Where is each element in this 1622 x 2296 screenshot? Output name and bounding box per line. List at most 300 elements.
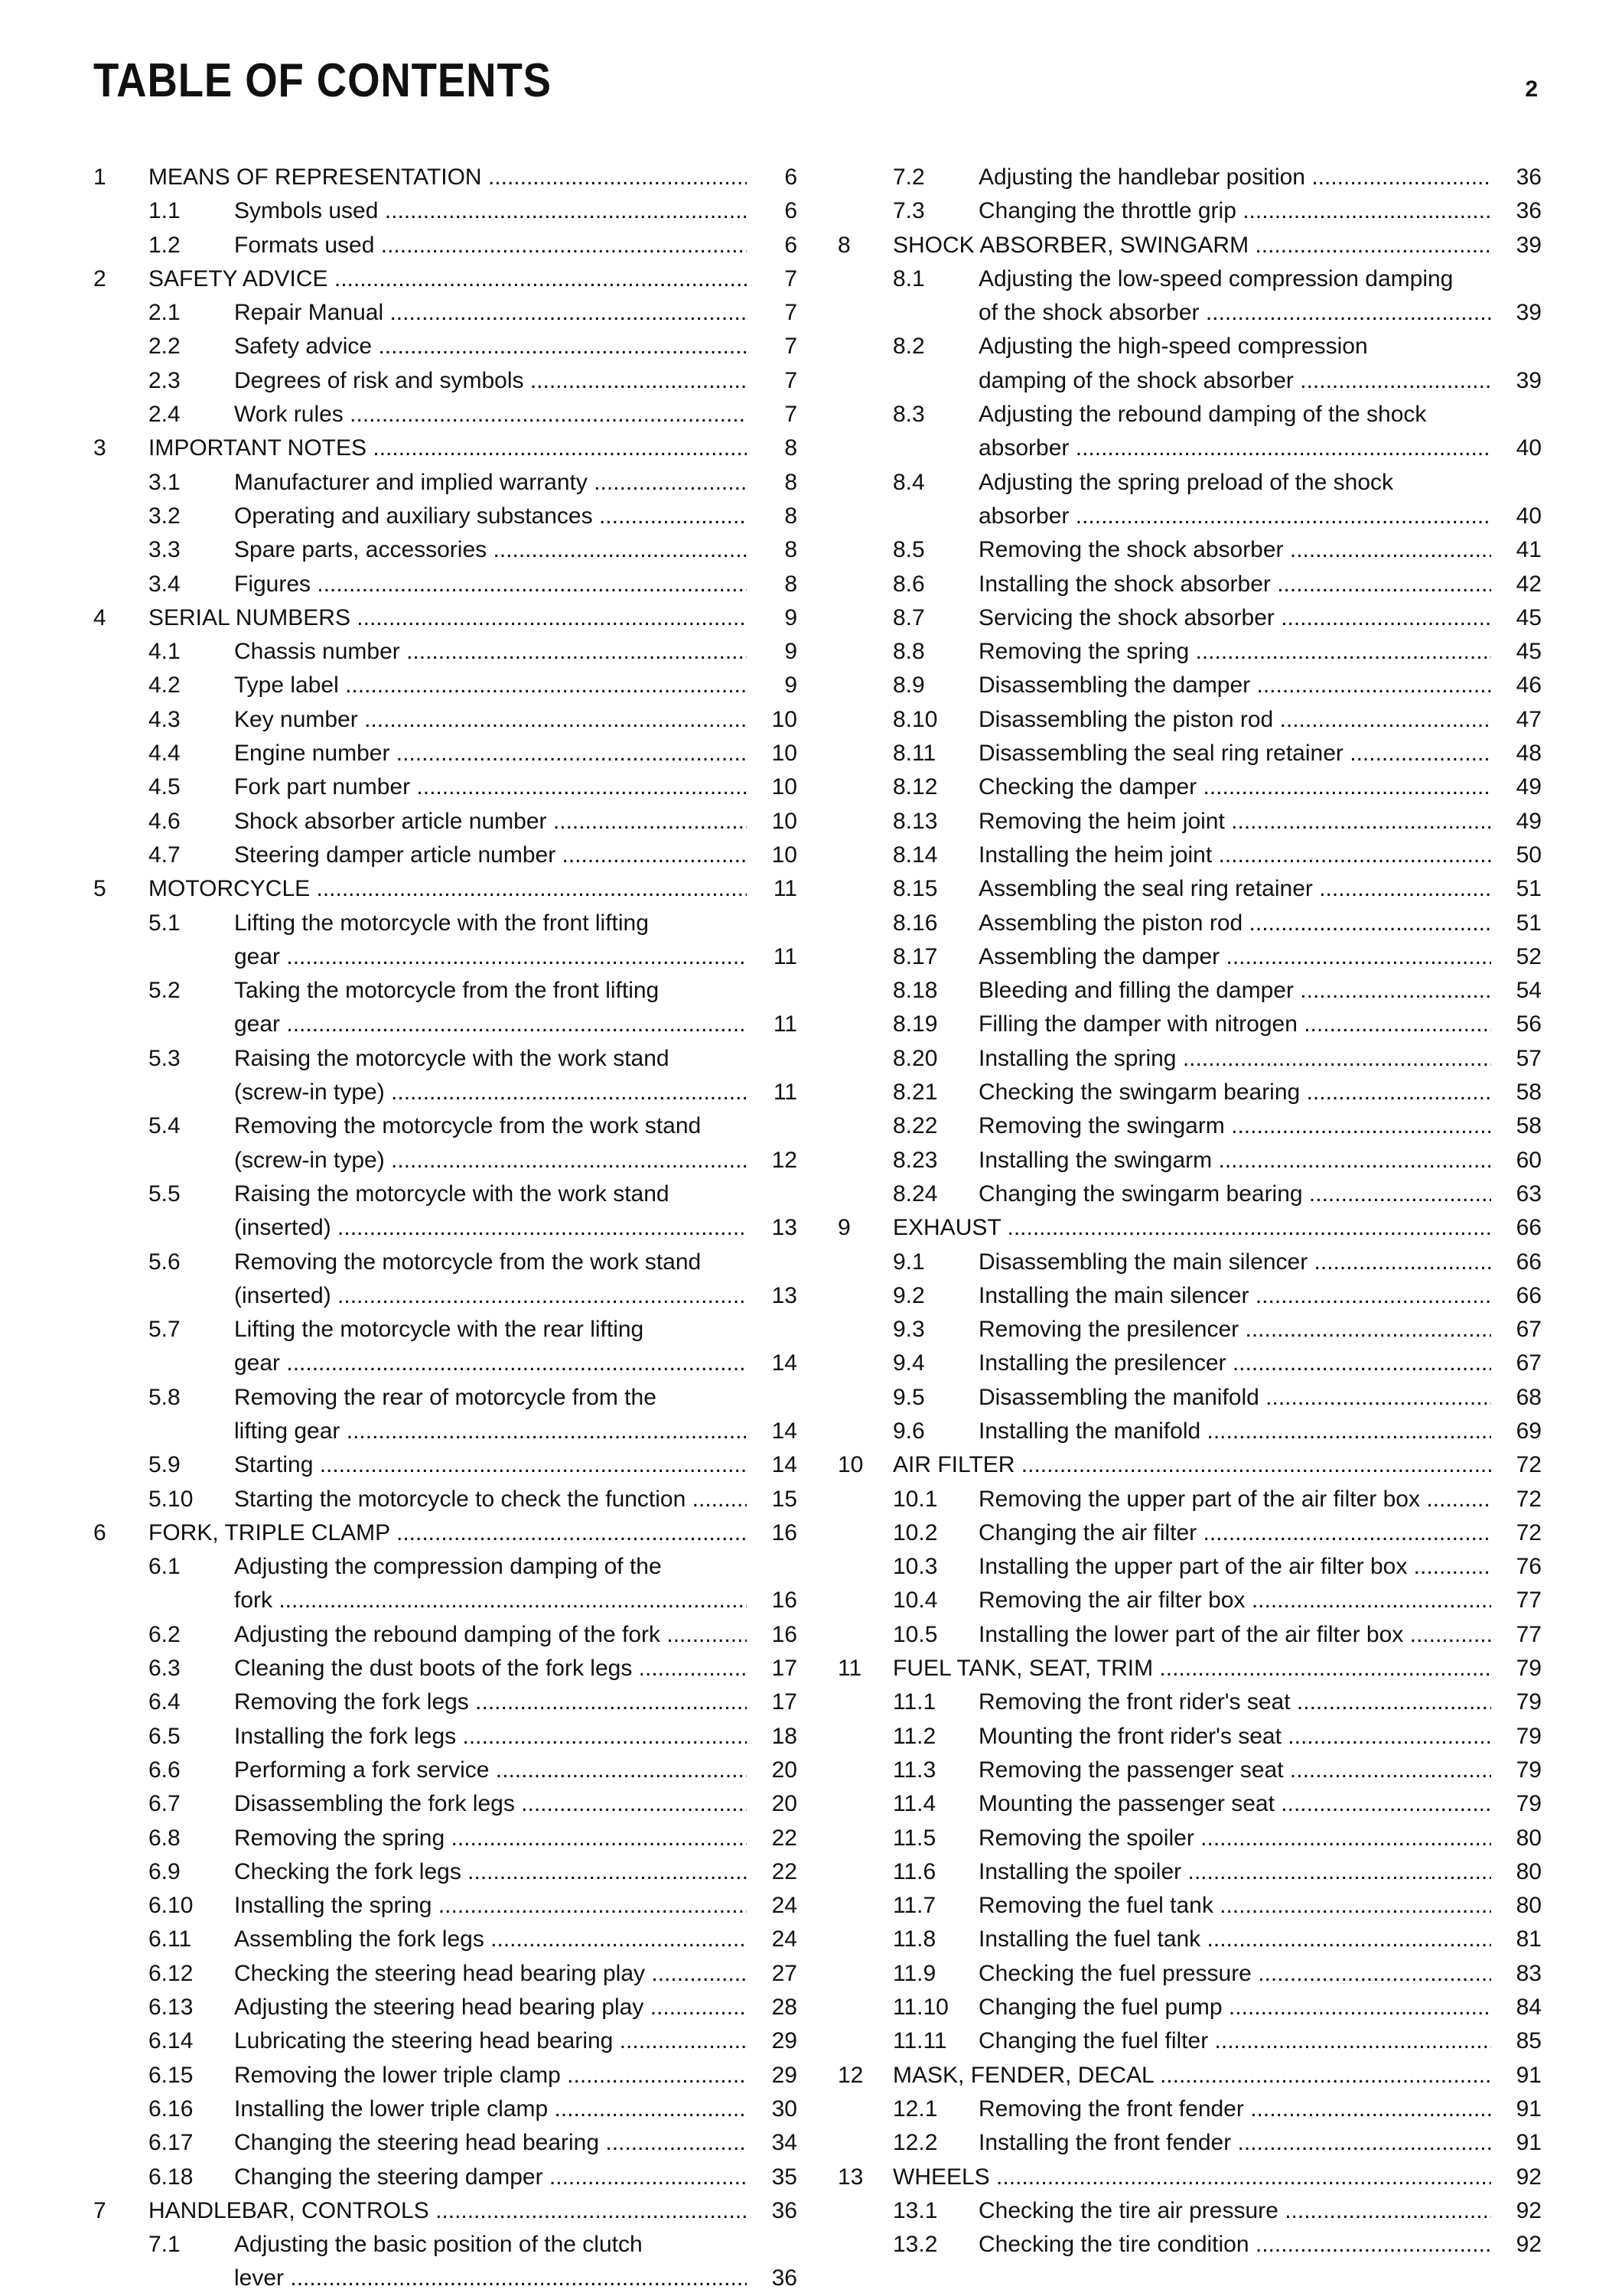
toc-subsection-entry[interactable] — [838, 907, 1542, 940]
toc-entry-number: 13.2 — [893, 2232, 938, 2258]
toc-entry-number: 4.3 — [148, 706, 181, 732]
toc-subsection-entry[interactable] — [838, 161, 1542, 194]
toc-left-column — [93, 161, 797, 2296]
toc-entry-page: 20 — [771, 1757, 797, 1783]
toc-entry-number: 5.9 — [148, 1452, 181, 1478]
toc-entry-page: 8 — [784, 537, 797, 563]
toc-subsection-entry[interactable] — [93, 2161, 797, 2194]
toc-subsection-entry[interactable] — [838, 1279, 1542, 1313]
toc-entry-title: Engine number ..... — [234, 737, 747, 770]
toc-subsection-entry[interactable] — [93, 703, 797, 737]
toc-entry-number: 8.4 — [893, 469, 925, 495]
toc-entry-number: 6.5 — [148, 1723, 181, 1749]
toc-entry-title: Removing the upper part of the air filter box ..... — [979, 1483, 1491, 1516]
toc-entry-number: 6.8 — [148, 1825, 181, 1851]
toc-subsection-entry[interactable] — [93, 2059, 797, 2092]
toc-subsection-entry[interactable] — [838, 1720, 1542, 1754]
toc-entry-page: 79 — [1516, 1689, 1542, 1715]
toc-entry-title: Spare parts, accessories ..... — [234, 533, 747, 567]
toc-entry-page: 85 — [1516, 2028, 1542, 2054]
toc-entry-number: 5.10 — [148, 1486, 194, 1512]
toc-subsection-entry[interactable] — [838, 601, 1542, 635]
toc-subsection-entry[interactable] — [93, 364, 797, 398]
toc-entry-title: Changing the steering damper ..... — [234, 2161, 747, 2194]
toc-subsection-entry[interactable] — [838, 568, 1542, 601]
toc-subsection-entry[interactable] — [93, 500, 797, 533]
toc-entry-title: Checking the tire condition ..... — [979, 2228, 1491, 2262]
toc-entry-page: 35 — [771, 2164, 797, 2190]
toc-entry-page: 6 — [784, 198, 797, 224]
toc-entry-number: 9 — [838, 1215, 851, 1241]
toc-entry-title: Lubricating the steering head bearing ..... — [234, 2024, 747, 2058]
toc-entry-page: 54 — [1516, 978, 1542, 1004]
toc-entry-number: 5.7 — [148, 1317, 181, 1343]
toc-entry-number: 4 — [93, 604, 106, 630]
toc-subsection-entry[interactable] — [93, 2126, 797, 2160]
toc-entry-page: 69 — [1516, 1418, 1542, 1444]
toc-entry-page: 17 — [771, 1656, 797, 1682]
page-number: 2 — [1525, 77, 1538, 102]
toc-entry-number: 11.8 — [893, 1926, 936, 1952]
toc-entry-number: 4.5 — [148, 774, 181, 800]
toc-entry-page: 52 — [1516, 943, 1542, 969]
toc-subsection-entry[interactable] — [838, 533, 1542, 567]
toc-entry-title: Operating and auxiliary substances ..... — [234, 500, 747, 533]
toc-entry-title: Servicing the shock absorber ..... — [979, 601, 1491, 635]
toc-subsection-entry[interactable] — [838, 466, 1542, 534]
toc-section-entry[interactable] — [93, 2194, 797, 2228]
toc-entry-title: Removing the motorcycle from the work stand (screw-in type) ..... — [234, 1109, 747, 1177]
toc-subsection-entry[interactable] — [838, 1991, 1542, 2024]
toc-subsection-entry[interactable] — [93, 1652, 797, 1685]
toc-entry-number: 2.4 — [148, 402, 181, 428]
toc-subsection-entry[interactable] — [93, 1889, 797, 1923]
toc-entry-number: 10 — [838, 1452, 864, 1478]
toc-entry-number: 13 — [838, 2164, 864, 2190]
toc-entry-number: 2 — [93, 265, 106, 291]
toc-entry-page: 66 — [1516, 1282, 1542, 1308]
toc-entry-page: 10 — [771, 741, 797, 767]
toc-subsection-entry[interactable] — [838, 1855, 1542, 1889]
toc-entry-number: 8.22 — [893, 1113, 938, 1139]
toc-entry-number: 11.9 — [893, 1960, 936, 1986]
toc-entry-title: Removing the front rider's seat ..... — [979, 1685, 1491, 1719]
toc-entry-page: 80 — [1516, 1858, 1542, 1884]
toc-entry-number: 5.2 — [148, 978, 181, 1004]
toc-subsection-entry[interactable] — [838, 2092, 1542, 2126]
toc-entry-title: Bleeding and filling the damper ..... — [979, 974, 1491, 1008]
toc-subsection-entry[interactable] — [93, 1448, 797, 1482]
toc-subsection-entry[interactable] — [93, 839, 797, 872]
toc-entry-number: 3 — [93, 435, 106, 461]
toc-entry-title: Installing the spring ..... — [979, 1042, 1491, 1076]
toc-subsection-entry[interactable] — [838, 1822, 1542, 1855]
toc-subsection-entry[interactable] — [838, 1144, 1542, 1177]
toc-entry-title: Adjusting the basic position of the clutch lever ..... — [234, 2228, 747, 2296]
toc-entry-title: SHOCK ABSORBER, SWINGARM ..... — [893, 229, 1491, 262]
toc-subsection-entry[interactable] — [93, 1246, 797, 1314]
toc-entry-title: Adjusting the high-speed compression damping of the shock absorber ..... — [979, 330, 1491, 398]
toc-subsection-entry[interactable] — [838, 1381, 1542, 1415]
toc-subsection-entry[interactable] — [838, 1042, 1542, 1076]
toc-entry-page: 91 — [1516, 2062, 1542, 2088]
toc-section-entry[interactable] — [838, 2059, 1542, 2092]
toc-entry-title: Changing the swingarm bearing ..... — [979, 1177, 1491, 1211]
toc-entry-page: 36 — [771, 2197, 797, 2223]
toc-entry-title: Formats used ..... — [234, 229, 747, 262]
toc-subsection-entry[interactable] — [93, 2024, 797, 2058]
toc-entry-page: 48 — [1516, 741, 1542, 767]
toc-entry-number: 12.1 — [893, 2096, 938, 2122]
toc-subsection-entry[interactable] — [838, 669, 1542, 702]
toc-entry-title: Removing the swingarm ..... — [979, 1109, 1491, 1143]
toc-entry-title: Assembling the seal ring retainer ..... — [979, 872, 1491, 906]
toc-entry-number: 10.2 — [893, 1519, 938, 1545]
toc-entry-page: 40 — [1516, 503, 1542, 529]
toc-entry-number: 6.1 — [148, 1554, 181, 1580]
toc-entry-page: 24 — [771, 1926, 797, 1952]
toc-entry-number: 8.7 — [893, 604, 925, 630]
toc-entry-title: Removing the spoiler ..... — [979, 1822, 1491, 1855]
toc-entry-number: 9.3 — [893, 1317, 925, 1343]
toc-entry-number: 8.18 — [893, 978, 938, 1004]
toc-subsection-entry[interactable] — [838, 770, 1542, 804]
toc-entry-title: Raising the motorcycle with the work stand (inserted) ..... — [234, 1177, 747, 1246]
toc-entry-page: 91 — [1516, 2130, 1542, 2156]
toc-right-column — [838, 161, 1542, 2262]
toc-subsection-entry[interactable] — [93, 974, 797, 1042]
toc-subsection-entry[interactable] — [93, 1720, 797, 1754]
toc-entry-title: Lifting the motorcycle with the front lifting gear ..... — [234, 907, 747, 975]
toc-subsection-entry[interactable] — [93, 1685, 797, 1719]
toc-entry-number: 8.11 — [893, 741, 936, 767]
toc-entry-number: 1 — [93, 164, 106, 190]
toc-entry-number: 8.13 — [893, 808, 938, 834]
toc-entry-number: 5.6 — [148, 1249, 181, 1275]
toc-entry-title: Figures ..... — [234, 568, 747, 601]
toc-entry-title: Starting ..... — [234, 1448, 747, 1482]
toc-subsection-entry[interactable] — [93, 1991, 797, 2024]
toc-entry-page: 39 — [1516, 367, 1542, 393]
toc-entry-page: 40 — [1516, 435, 1542, 461]
toc-section-entry[interactable] — [93, 432, 797, 465]
toc-subsection-entry[interactable] — [838, 1483, 1542, 1516]
toc-entry-number: 2.2 — [148, 334, 181, 360]
toc-entry-page: 76 — [1516, 1554, 1542, 1580]
toc-entry-title: Cleaning the dust boots of the fork legs ..... — [234, 1652, 747, 1685]
toc-entry-title: Disassembling the seal ring retainer ..... — [979, 737, 1491, 770]
toc-entry-title: Disassembling the manifold ..... — [979, 1381, 1491, 1415]
toc-entry-page: 56 — [1516, 1011, 1542, 1037]
toc-entry-number: 6.12 — [148, 1960, 194, 1986]
toc-entry-page: 11 — [773, 1011, 797, 1037]
toc-subsection-entry[interactable] — [93, 907, 797, 975]
toc-entry-number: 5.8 — [148, 1384, 181, 1410]
toc-subsection-entry[interactable] — [838, 2228, 1542, 2262]
toc-subsection-entry[interactable] — [93, 1177, 797, 1246]
toc-section-entry[interactable] — [838, 229, 1542, 262]
toc-subsection-entry[interactable] — [838, 1787, 1542, 1821]
toc-entry-page: 47 — [1516, 706, 1542, 732]
toc-subsection-entry[interactable] — [838, 2194, 1542, 2228]
toc-entry-title: Removing the fuel tank ..... — [979, 1889, 1491, 1923]
toc-entry-page: 79 — [1516, 1757, 1542, 1783]
toc-subsection-entry[interactable] — [838, 194, 1542, 228]
toc-subsection-entry[interactable] — [93, 669, 797, 702]
toc-subsection-entry[interactable] — [93, 1550, 797, 1618]
toc-entry-page: 66 — [1516, 1249, 1542, 1275]
toc-entry-title: Performing a fork service ..... — [234, 1754, 747, 1787]
toc-entry-number: 8 — [838, 232, 851, 258]
toc-subsection-entry[interactable] — [93, 533, 797, 567]
toc-subsection-entry[interactable] — [93, 1483, 797, 1516]
toc-entry-title: Safety advice ..... — [234, 330, 747, 363]
toc-entry-page: 50 — [1516, 842, 1542, 868]
toc-subsection-entry[interactable] — [93, 635, 797, 669]
toc-entry-title: Installing the heim joint ..... — [979, 839, 1491, 872]
toc-entry-page: 79 — [1516, 1656, 1542, 1682]
toc-entry-page: 81 — [1516, 1926, 1542, 1952]
toc-section-entry[interactable] — [93, 872, 797, 906]
toc-entry-page: 60 — [1516, 1147, 1542, 1173]
toc-entry-number: 10.5 — [893, 1621, 938, 1647]
toc-subsection-entry[interactable] — [838, 398, 1542, 466]
toc-entry-page: 36 — [1516, 164, 1542, 190]
toc-subsection-entry[interactable] — [838, 2126, 1542, 2160]
toc-subsection-entry[interactable] — [838, 1313, 1542, 1347]
toc-subsection-entry[interactable] — [93, 770, 797, 804]
toc-entry-number: 8.20 — [893, 1045, 938, 1071]
toc-subsection-entry[interactable] — [838, 1618, 1542, 1652]
toc-entry-page: 39 — [1516, 232, 1542, 258]
toc-subsection-entry[interactable] — [838, 1246, 1542, 1279]
toc-entry-page: 16 — [771, 1519, 797, 1545]
toc-entry-page: 57 — [1516, 1045, 1542, 1071]
toc-entry-title: Installing the fork legs ..... — [234, 1720, 747, 1754]
toc-subsection-entry[interactable] — [838, 974, 1542, 1008]
toc-entry-title: IMPORTANT NOTES ..... — [148, 432, 747, 465]
toc-subsection-entry[interactable] — [838, 1008, 1542, 1041]
toc-section-entry[interactable] — [93, 601, 797, 635]
toc-subsection-entry[interactable] — [838, 1177, 1542, 1211]
toc-subsection-entry[interactable] — [93, 1957, 797, 1991]
toc-entry-page: 9 — [784, 673, 797, 699]
toc-subsection-entry[interactable] — [838, 1109, 1542, 1143]
toc-subsection-entry[interactable] — [93, 2092, 797, 2126]
toc-entry-number: 6.2 — [148, 1621, 181, 1647]
toc-entry-title: Installing the spoiler ..... — [979, 1855, 1491, 1889]
toc-entry-page: 84 — [1516, 1995, 1542, 2021]
toc-subsection-entry[interactable] — [838, 940, 1542, 974]
toc-entry-title: Removing the spring ..... — [979, 635, 1491, 669]
toc-subsection-entry[interactable] — [93, 1313, 797, 1381]
toc-entry-title: Installing the lower triple clamp ..... — [234, 2092, 747, 2126]
toc-entry-page: 8 — [784, 435, 797, 461]
toc-entry-title: Installing the shock absorber ..... — [979, 568, 1491, 601]
toc-entry-number: 8.16 — [893, 910, 938, 936]
toc-entry-number: 8.9 — [893, 673, 925, 699]
toc-entry-page: 13 — [771, 1282, 797, 1308]
toc-entry-page: 9 — [784, 604, 797, 630]
toc-subsection-entry[interactable] — [838, 1347, 1542, 1380]
toc-entry-page: 83 — [1516, 1960, 1542, 1986]
toc-subsection-entry[interactable] — [93, 1618, 797, 1652]
toc-entry-title: Removing the passenger seat ..... — [979, 1754, 1491, 1787]
toc-section-entry[interactable] — [838, 1211, 1542, 1245]
toc-subsection-entry[interactable] — [838, 737, 1542, 770]
toc-subsection-entry[interactable] — [838, 1076, 1542, 1109]
toc-entry-title: Taking the motorcycle from the front lifting gear ..... — [234, 974, 747, 1042]
toc-entry-title: Starting the motorcycle to check the function ..... — [234, 1483, 747, 1516]
toc-entry-number: 8.17 — [893, 943, 938, 969]
toc-subsection-entry[interactable] — [93, 1042, 797, 1110]
toc-entry-page: 72 — [1516, 1452, 1542, 1478]
toc-entry-number: 8.8 — [893, 639, 925, 665]
toc-entry-page: 8 — [784, 469, 797, 495]
toc-entry-title: SAFETY ADVICE ..... — [148, 262, 747, 296]
toc-entry-number: 7.1 — [148, 2232, 181, 2258]
toc-subsection-entry[interactable] — [838, 2024, 1542, 2058]
toc-entry-number: 8.5 — [893, 537, 925, 563]
toc-entry-page: 16 — [771, 1621, 797, 1647]
toc-subsection-entry[interactable] — [838, 1923, 1542, 1956]
toc-entry-title: Key number ..... — [234, 703, 747, 737]
toc-subsection-entry[interactable] — [838, 1754, 1542, 1787]
toc-entry-title: AIR FILTER ..... — [893, 1448, 1491, 1482]
toc-entry-page: 68 — [1516, 1384, 1542, 1410]
toc-entry-page: 46 — [1516, 673, 1542, 699]
toc-entry-title: Removing the heim joint ..... — [979, 805, 1491, 839]
toc-subsection-entry[interactable] — [93, 1822, 797, 1855]
toc-entry-page: 14 — [771, 1452, 797, 1478]
toc-entry-title: Removing the motorcycle from the work stand (inserted) ..... — [234, 1246, 747, 1314]
toc-subsection-entry[interactable] — [838, 1516, 1542, 1550]
toc-entry-title: Steering damper article number ..... — [234, 839, 747, 872]
toc-entry-number: 6.14 — [148, 2028, 194, 2054]
toc-entry-page: 7 — [784, 265, 797, 291]
toc-entry-number: 6.9 — [148, 1858, 181, 1884]
toc-entry-number: 6.13 — [148, 1995, 194, 2021]
toc-subsection-entry[interactable] — [838, 1685, 1542, 1719]
toc-subsection-entry[interactable] — [93, 1923, 797, 1956]
toc-subsection-entry[interactable] — [838, 1550, 1542, 1584]
toc-entry-number: 10.1 — [893, 1486, 938, 1512]
toc-entry-title: Installing the manifold ..... — [979, 1415, 1491, 1448]
toc-entry-page: 11 — [773, 1080, 797, 1106]
toc-subsection-entry[interactable] — [93, 466, 797, 500]
toc-entry-page: 51 — [1516, 876, 1542, 902]
toc-subsection-entry[interactable] — [838, 1415, 1542, 1448]
toc-entry-title: Installing the upper part of the air filter box ..... — [979, 1550, 1491, 1584]
toc-entry-title: Removing the fork legs ..... — [234, 1685, 747, 1719]
toc-entry-number: 9.2 — [893, 1282, 925, 1308]
toc-entry-number: 5.3 — [148, 1045, 181, 1071]
toc-entry-title: Checking the damper ..... — [979, 770, 1491, 804]
toc-entry-title: Installing the front fender ..... — [979, 2126, 1491, 2160]
toc-entry-number: 4.1 — [148, 639, 181, 665]
toc-entry-page: 10 — [771, 774, 797, 800]
toc-section-entry[interactable] — [838, 1448, 1542, 1482]
toc-section-entry[interactable] — [93, 262, 797, 296]
toc-entry-number: 12 — [838, 2062, 864, 2088]
toc-entry-title: Adjusting the handlebar position ..... — [979, 161, 1491, 194]
toc-section-entry[interactable] — [838, 1652, 1542, 1685]
toc-entry-title: Installing the swingarm ..... — [979, 1144, 1491, 1177]
toc-entry-number: 6.15 — [148, 2062, 194, 2088]
toc-entry-page: 11 — [773, 943, 797, 969]
toc-subsection-entry[interactable] — [838, 872, 1542, 906]
toc-subsection-entry[interactable] — [838, 1957, 1542, 1991]
toc-subsection-entry[interactable] — [93, 568, 797, 601]
toc-subsection-entry[interactable] — [93, 2228, 797, 2296]
toc-entry-title: Adjusting the compression damping of the fork ..... — [234, 1550, 747, 1618]
toc-entry-number: 8.1 — [893, 265, 925, 291]
toc-entry-number: 6.7 — [148, 1791, 181, 1817]
toc-entry-title: Adjusting the rebound damping of the shock absorber ..... — [979, 398, 1491, 466]
toc-entry-title: Filling the damper with nitrogen ..... — [979, 1008, 1491, 1041]
toc-subsection-entry[interactable] — [838, 703, 1542, 737]
toc-entry-title: Degrees of risk and symbols ..... — [234, 364, 747, 398]
toc-entry-title: Changing the steering head bearing ..... — [234, 2126, 747, 2160]
toc-entry-page: 10 — [771, 842, 797, 868]
toc-section-entry[interactable] — [93, 1516, 797, 1550]
toc-subsection-entry[interactable] — [93, 1855, 797, 1889]
toc-entry-page: 39 — [1516, 300, 1542, 326]
toc-entry-number: 9.1 — [893, 1249, 925, 1275]
toc-subsection-entry[interactable] — [838, 262, 1542, 331]
toc-section-entry[interactable] — [93, 161, 797, 194]
toc-subsection-entry[interactable] — [93, 737, 797, 770]
toc-subsection-entry[interactable] — [93, 1381, 797, 1449]
toc-subsection-entry[interactable] — [838, 1584, 1542, 1617]
toc-subsection-entry[interactable] — [93, 330, 797, 363]
toc-entry-title: Checking the fork legs ..... — [234, 1855, 747, 1889]
toc-subsection-entry[interactable] — [93, 398, 797, 432]
toc-subsection-entry[interactable] — [838, 635, 1542, 669]
toc-entry-page: 51 — [1516, 910, 1542, 936]
toc-subsection-entry[interactable] — [93, 1109, 797, 1177]
toc-entry-number: 3.1 — [148, 469, 181, 495]
toc-entry-title: Mounting the passenger seat ..... — [979, 1787, 1491, 1821]
toc-subsection-entry[interactable] — [93, 1787, 797, 1821]
toc-entry-page: 24 — [771, 1893, 797, 1919]
toc-entry-number: 7.2 — [893, 164, 925, 190]
toc-subsection-entry[interactable] — [93, 805, 797, 839]
toc-entry-number: 4.4 — [148, 741, 181, 767]
toc-subsection-entry[interactable] — [93, 194, 797, 228]
toc-subsection-entry[interactable] — [93, 296, 797, 330]
toc-entry-page: 22 — [771, 1858, 797, 1884]
toc-entry-page: 58 — [1516, 1080, 1542, 1106]
toc-subsection-entry[interactable] — [838, 1889, 1542, 1923]
toc-subsection-entry[interactable] — [838, 805, 1542, 839]
toc-entry-title: MASK, FENDER, DECAL ..... — [893, 2059, 1491, 2092]
toc-entry-page: 30 — [771, 2096, 797, 2122]
toc-section-entry[interactable] — [838, 2161, 1542, 2194]
toc-entry-page: 6 — [784, 232, 797, 258]
toc-subsection-entry[interactable] — [838, 839, 1542, 872]
toc-subsection-entry[interactable] — [838, 330, 1542, 398]
toc-entry-title: Assembling the damper ..... — [979, 940, 1491, 974]
toc-entry-title: Disassembling the piston rod ..... — [979, 703, 1491, 737]
toc-entry-title: Assembling the fork legs ..... — [234, 1923, 747, 1956]
toc-entry-number: 11.5 — [893, 1825, 936, 1851]
toc-subsection-entry[interactable] — [93, 1754, 797, 1787]
toc-entry-title: Mounting the front rider's seat ..... — [979, 1720, 1491, 1754]
toc-subsection-entry[interactable] — [93, 229, 797, 262]
toc-entry-number: 6.16 — [148, 2096, 194, 2122]
toc-entry-page: 27 — [771, 1960, 797, 1986]
